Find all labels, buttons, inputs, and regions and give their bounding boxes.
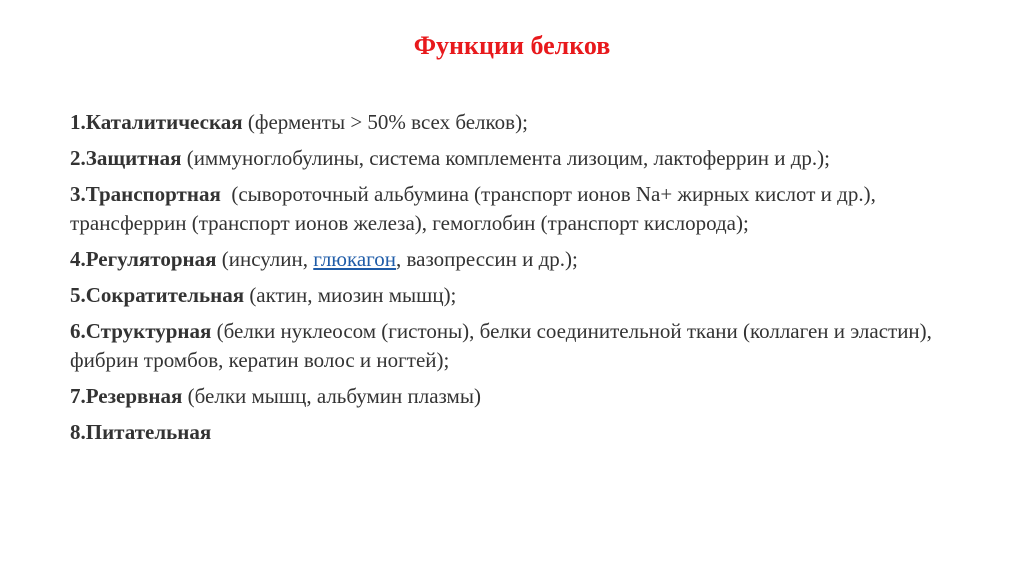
glucagon-link[interactable]: глюкагон bbox=[313, 247, 397, 271]
item-text: (актин, миозин мышц); bbox=[244, 283, 457, 307]
item-text-before: (инсулин, bbox=[216, 247, 314, 271]
item-label: 3.Транспортная bbox=[70, 182, 221, 206]
item-label: 8.Питательная bbox=[70, 420, 212, 444]
item-label: 4.Регуляторная bbox=[70, 247, 217, 271]
item-text: (ферменты > 50% всех белков); bbox=[242, 110, 528, 134]
slide-title: Функции белков bbox=[413, 31, 611, 60]
item-text: (иммуноглобулины, система комплемента лизоцим, лактоферрин и др.); bbox=[181, 146, 831, 170]
item-label: 2.Защитная bbox=[70, 146, 182, 170]
item-text: (сывороточный альбумина (транспорт ионов Na+ жирных кислот и др.), трансферрин (транспорт ионов железа), гемоглобин (транспорт кислорода); bbox=[70, 182, 882, 235]
list-item-reserve bbox=[70, 382, 990, 411]
list-item-nutritional bbox=[70, 418, 990, 447]
item-text: (белки нуклеосом (гистоны), белки соединительной ткани (коллаген и эластин), фибрин тромбов, кератин волос и ногтей); bbox=[70, 319, 932, 372]
list-item-regulatory bbox=[70, 245, 990, 274]
item-label: 6.Структурная bbox=[70, 319, 212, 343]
item-label: 5.Сократительная bbox=[70, 283, 245, 307]
list-item-contractile bbox=[70, 281, 990, 310]
item-text-after: , вазопрессин и др.); bbox=[396, 247, 578, 271]
item-label: 1.Каталитическая bbox=[70, 110, 243, 134]
list-item-protective bbox=[70, 144, 990, 173]
list-item-transport bbox=[70, 180, 990, 238]
list-item-structural bbox=[70, 317, 990, 375]
item-text: (белки мышц, альбумин плазмы) bbox=[182, 384, 481, 408]
list-item-catalytic bbox=[70, 108, 990, 137]
item-label: 7.Резервная bbox=[70, 384, 183, 408]
functions-list bbox=[70, 108, 990, 454]
